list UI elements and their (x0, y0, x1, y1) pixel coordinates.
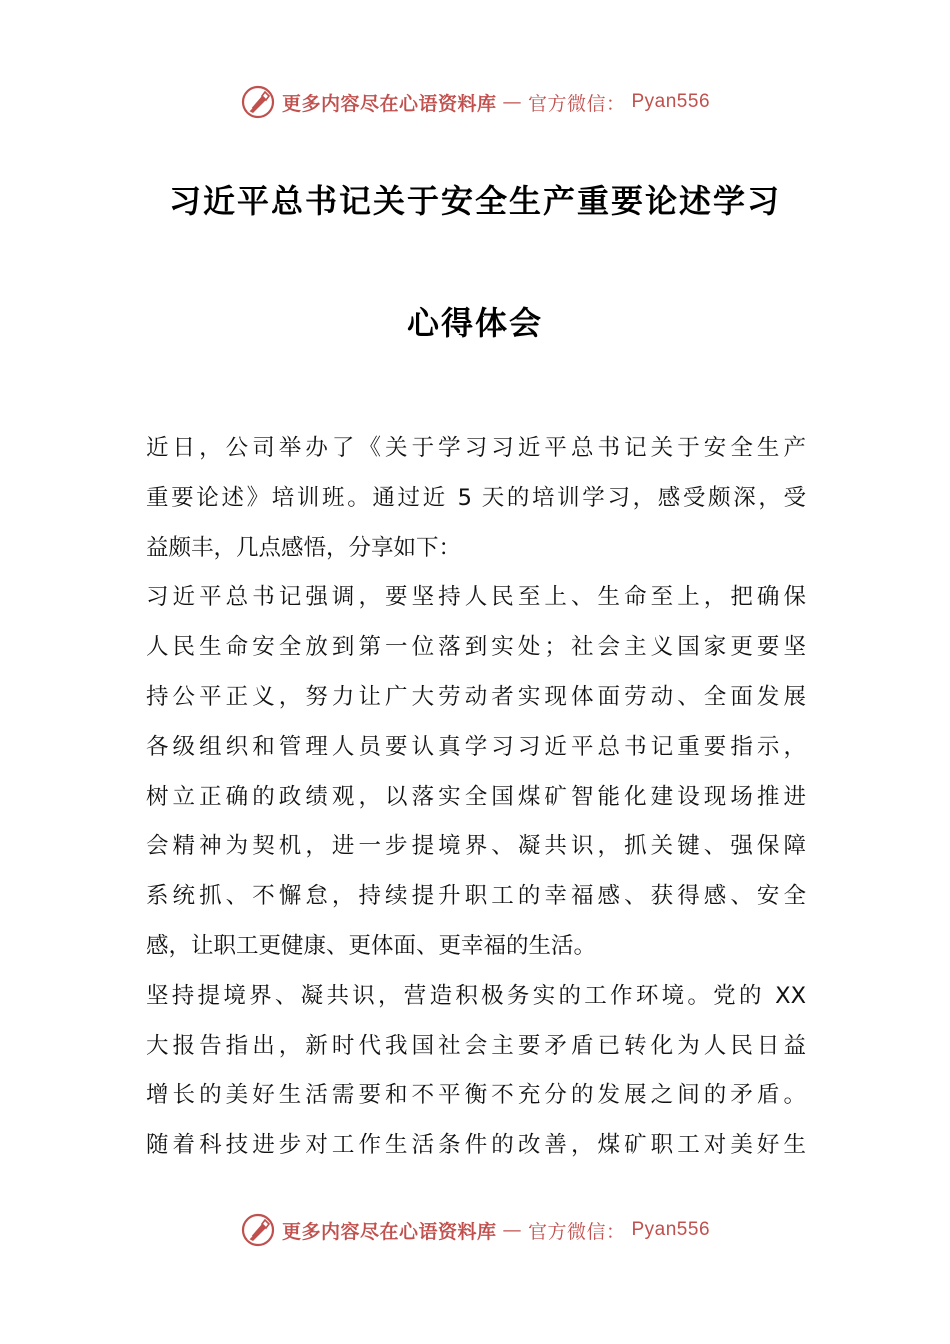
body-line: 树立正确的政绩观，以落实全国煤矿智能化建设现场推进 (146, 783, 806, 810)
body-line: 大报告指出，新时代我国社会主要矛盾已转化为人民日益 (146, 1032, 806, 1059)
body-line: 坚持提境界、凝共识，营造积极务实的工作环境。党的 XX (146, 982, 806, 1009)
header-watermark (0, 80, 950, 124)
body-line: 感，让职工更健康、更体面、更幸福的生活。 (146, 932, 597, 959)
watermark-handle: Pyan556 (631, 91, 711, 112)
watermark-suffix: 官方微信： (527, 1220, 626, 1243)
watermark-dash: — (502, 1219, 522, 1241)
body-line: 重要论述》培训班。通过近 5 天的培训学习，感受颇深，受 (146, 484, 806, 511)
body-line: 益颇丰，几点感悟，分享如下： (146, 534, 462, 561)
pen-nib-logo-icon (240, 1212, 276, 1248)
watermark-dash: — (502, 91, 522, 113)
body-line: 增长的美好生活需要和不平衡不充分的发展之间的矛盾。 (146, 1082, 806, 1109)
body-line: 系统抓、不懈怠，持续提升职工的幸福感、获得感、安全 (146, 883, 806, 910)
footer-watermark (0, 1208, 950, 1252)
watermark-prefix: 更多内容尽在心语资料库 (281, 1220, 497, 1243)
body-line: 人民生命安全放到第一位落到实处；社会主义国家更要坚 (146, 634, 806, 661)
body-line: 会精神为契机，进一步提境界、凝共识，抓关键、强保障 (146, 833, 806, 860)
body-line: 近日，公司举办了《关于学习习近平总书记关于安全生产 (146, 435, 806, 461)
document-title-line-2: 心得体会 (406, 304, 543, 342)
body-line: 持公平正义，努力让广大劳动者实现体面劳动、全面发展 (146, 683, 806, 710)
document-title-line-1: 习近平总书记关于安全生产重要论述学习 (168, 182, 781, 220)
body-line: 习近平总书记强调，要坚持人民至上、生命至上，把确保 (146, 584, 806, 611)
body-line: 各级组织和管理人员要认真学习习近平总书记重要指示， (146, 733, 806, 760)
body-line: 随着科技进步对工作生活条件的改善，煤矿职工对美好生 (146, 1132, 806, 1159)
watermark-prefix: 更多内容尽在心语资料库 (281, 92, 497, 115)
watermark-handle: Pyan556 (631, 1219, 711, 1240)
document-body (146, 424, 806, 1171)
pen-nib-logo-icon (240, 84, 276, 120)
watermark-suffix: 官方微信： (527, 92, 626, 115)
